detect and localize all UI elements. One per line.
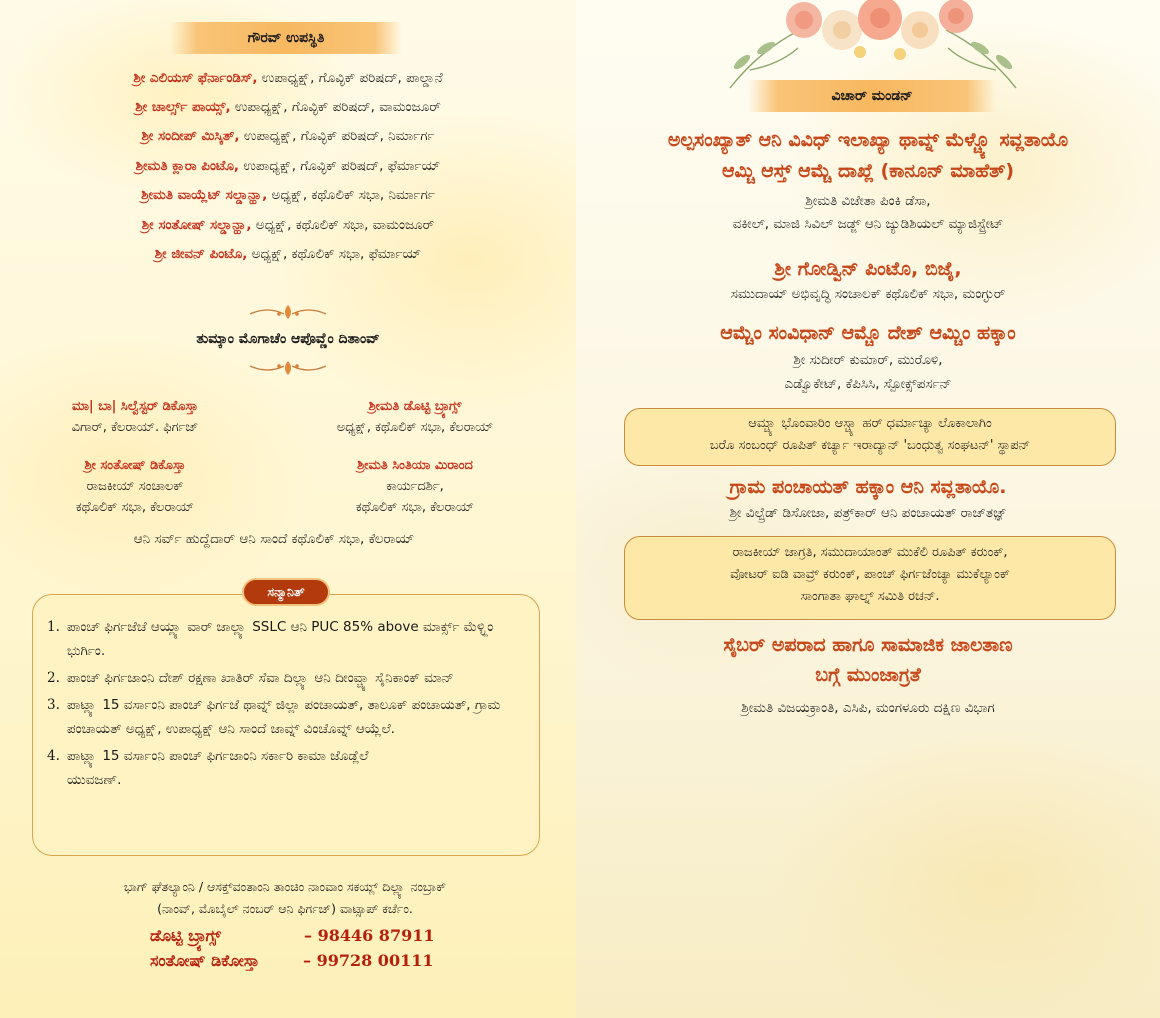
speaker-line: ಎಡ್ವೊಕೇಟ್, ಕೆಪಿಸಿಸಿ, ಸ್ಪೋಕ್ಸ್‌ಪರ್ಸನ್ — [784, 376, 952, 392]
guest-line: ಶ್ರೀ ಸಂದೀಪ್ ಮಿಸ್ಕಿತ್, ಉಪಾಧ್ಯಕ್ಷ್, ಗೊವ್ಳಿಕ್ ಪರಿಷದ್, ನಿರ್ಮಾರ್ಗ — [141, 128, 435, 144]
vichar-banner: ವಿಚಾರ್ ಮಂಡನ್ — [748, 80, 996, 112]
note-line: (ನಾಂವ್, ಮೊಬೈಲ್ ನಂಬರ್ ಆನಿ ಫಿರ್ಗಜ್) ವಾಟ್ಸಾಪ್ ಕರ್ಚೆಂ. — [157, 901, 413, 916]
highlight-box: ಆಮ್ಚ್ಯಾ ಭೊಂವಾರಿಂ ಆಸ್ಚ್ಯಾ ಹರ್ ಧರ್ಮಾಚ್ಯಾ ಲೊಕಾಲಾಗಿಂ ಬರೊ ಸಂಬಂಧ್ ರೂಪಿತ್ ಕರ್ಚ್ಯಾ ಇರಾದ್ಯಾನ್ 'ಬಂಧುತ್ವ ಸಂಘಟನ್' ಸ್ಥಾಪನ್ — [624, 408, 1116, 466]
guest-line: ಶ್ರೀ ಎಲಿಯಸ್ ಫೆರ್ನಾಂಡಿಸ್, ಉಪಾಧ್ಯಕ್ಷ್, ಗೊವ್ಳಿಕ್ ಪರಿಷದ್, ಪಾಲ್ಡಾನೆ — [133, 70, 443, 86]
topic-title: ಆಮ್ಚಿ ಆಸ್ತ್ ಆಮ್ಚೆ ದಾಖ್ಲೆ (ಕಾನೂನ್ ಮಾಹೆತ್) — [721, 160, 1015, 182]
host-card: ಶ್ರೀ ಸಂತೋಷ್ ಡಿಕೊಸ್ತಾ ರಾಜಕೀಯ್ ಸಂಚಾಲಕ್ ಕಥೊಲಿಕ್ ಸಭಾ, ಕೆಲರಾಯ್ — [75, 458, 195, 515]
speaker-line: ವಕೀಲ್, ಮಾಜಿ ಸಿವಿಲ್ ಜಡ್ಜ್ ಆನಿ ಜ್ಯುಡಿಶಿಯಲ್ ಮ್ಯಾಜಿಸ್ಟ್ರೇಟ್ — [732, 216, 1004, 232]
topic-title: ಗ್ರಾಮ ಪಂಚಾಯತ್ ಹಕ್ಕಾಂ ಆನಿ ಸವ್ಲತಾಯೊ. — [729, 476, 1007, 498]
guest-line: ಶ್ರೀ ಜೀವನ್ ಪಿಂಟೊ, ಅಧ್ಯಕ್ಷ್, ಕಥೊಲಿಕ್ ಸಭಾ, ಫೆರ್ಮಾಯ್ — [154, 246, 422, 262]
contact-number[interactable]: – 98446 87911 — [304, 926, 435, 945]
contact-number[interactable]: – 99728 00111 — [303, 951, 434, 970]
guests-banner: ಗೌರವ್ ಉಪಸ್ಥಿತಿ — [170, 22, 402, 54]
topic-title: ಆಮ್ಚೆಂ ಸಂವಿಧಾನ್ ಆಮ್ಚೊ ದೇಶ್ ಆಮ್ಚಿಂ ಹಕ್ಕಾಂ — [720, 322, 1016, 344]
highlight-box: ರಾಜಕೀಯ್ ಜಾಗ್ರತಿ, ಸಮುದಾಯಾಂತ್ ಮುಕೆಲಿ ರೂಪಿತ್ ಕರುಂಕ್, ವೋಟರ್ ಐಡಿ ವಾವ್ರ್ ಕರುಂಕ್, ಪಾಂಚ್ ಫಿರ್ಗಜೆಂಚ್ಯಾ ಮುಕೆಲ್ಯಾಂಕ್ ಸಾಂಗಾತಾ ಘಾಲ್ನ್ ಸಮಿತಿ ರಚನ್. — [624, 536, 1116, 620]
flower-bouquet-icon — [720, 0, 1026, 92]
guest-line: ಶ್ರೀ ಚಾರ್ಲ್ಸ್ ಪಾಯ್ಸ್, ಉಪಾಧ್ಯಕ್ಷ್, ಗೊವ್ಳಿಕ್ ಪರಿಷದ್, ವಾಮಂಜೂರ್ — [135, 99, 441, 115]
contact-name: ಸಂತೋಷ್ ಡಿಕೋಸ್ತಾ — [150, 951, 260, 970]
invite-heading: ತುಮ್ಕಾಂ ಮೊಗಾಚೆಂ ಆಪೊವ್ಣೆಂ ದಿತಾಂವ್ — [196, 331, 380, 347]
speaker-line: ಸಮುದಾಯ್ ಅಭಿವೃದ್ಧಿ ಸಂಚಾಲಕ್ ಕಥೊಲಿಕ್ ಸಭಾ, ಮಂಗ್ಳುರ್ — [730, 286, 1006, 302]
award-item: 4. ಪಾಟ್ಲ್ಯಾ 15 ವರ್ಸಾಂನಿ ಪಾಂಚ್ ಫಿರ್ಗಜಾಂನಿ ಸರ್ಕಾರಿ ಕಾಮಾ ಜೊಡ್ಲೆಲೆ ಯುವಜಣ್. — [47, 748, 369, 788]
award-item: 2. ಪಾಂಚ್ ಫಿರ್ಗಜಾಂನಿ ದೇಶ್ ರಕ್ಷಣಾ ಖಾತಿರ್ ಸೆವಾ ದಿಲ್ಲ್ಯಾ ಆನಿ ದೀಂವ್ಚ್ಯಾ ಸೈನಿಕಾಂಕ್ ಮಾನ್ — [47, 670, 454, 686]
speaker-name: ಶ್ರೀ ಗೋಡ್ವಿನ್ ಪಿಂಟೊ, ಬಿಜೈ, — [774, 258, 962, 280]
award-item: 1. ಪಾಂಚ್ ಫಿರ್ಗಜೆಚೆ ಆಯ್ಲ್ಯಾ ವಾರ್ ಜಾಲ್ಲ್ಯಾ SSLC ಆನಿ PUC 85% above ಮಾರ್ಕ್ಸ್ ಮೆಳ್ಳ್ಲಿಂ ಭುರ್ಗಿಂ. — [47, 619, 494, 659]
note-line: ಭಾಗ್ ಘೆತಲ್ಯಾಂನಿ / ಆಸಕ್ತ್‌ವಂತಾಂನಿ ತಾಂಚಿಂ ನಾಂವಾಂ ಸಕಯ್ಲ್ ದಿಲ್ಲ್ಯಾ ನಂಬ್ರಾಕ್ — [123, 879, 447, 894]
left-panel — [0, 0, 576, 1018]
guest-line: ಶ್ರೀ ಸಂತೋಷ್ ಸಲ್ಡಾನ್ಹಾ, ಅಧ್ಯಕ್ಷ್, ಕಥೊಲಿಕ್ ಸಭಾ, ವಾಮಂಜೂರ್ — [141, 217, 435, 233]
right-panel — [576, 0, 1160, 1018]
awards-box — [32, 594, 540, 856]
speaker-line: ಶ್ರೀಮತಿ ವಿಜೇತಾ ಪಿಂಕಿ ಡೆಸಾ, — [805, 193, 931, 209]
hosts-footer: ಆನಿ ಸರ್ವ್ ಹುದ್ದೆದಾರ್ ಆನಿ ಸಾಂದೆ ಕಥೊಲಿಕ್ ಸಭಾ, ಕೆಲರಾಯ್ — [133, 531, 415, 547]
host-card: ಶ್ರೀಮತಿ ಸಿಂತಿಯಾ ಮಿರಾಂದ ಕಾರ್ಯದರ್ಶಿ, ಕಥೊಲಿಕ್ ಸಭಾ, ಕೆಲರಾಯ್ — [355, 458, 475, 515]
topic-title: ಬಗ್ಗೆ ಮುಂಜಾಗ್ರತೆ — [815, 664, 921, 686]
guest-line: ಶ್ರೀಮತಿ ಕ್ಲಾರಾ ಪಿಂಟೊ, ಉಪಾಧ್ಯಕ್ಷ್, ಗೊವ್ಳಿಕ್ ಪರಿಷದ್, ಫೆರ್ಮಾಯ್ — [135, 158, 441, 174]
speaker-line: ಶ್ರೀ ಸುದೀರ್ ಕುಮಾರ್, ಮುರೊಳಿ, — [793, 352, 943, 368]
ornament-divider-icon — [0, 358, 576, 378]
speaker-line: ಶ್ರೀ ವಿಲ್ಪ್ರೆಡ್ ಡಿಸೋಜಾ, ಪತ್ರ್‌ಕಾರ್ ಆನಿ ಪಂಚಾಯತ್ ರಾಜ್‌ತಜ್ಞ್ — [729, 505, 1007, 521]
guest-line: ಶ್ರೀಮತಿ ವಾಯ್ಲೆಟ್ ಸಲ್ಡಾನ್ಹಾ, ಅಧ್ಯಕ್ಷ್, ಕಥೊಲಿಕ್ ಸಭಾ, ನಿರ್ಮಾರ್ಗ — [141, 187, 435, 203]
awards-pill: ಸನ್ಮಾನಿತ್ — [244, 580, 328, 604]
contact-name: ಡೊಟ್ಟಿ ಬ್ರ್ಯಾಗ್ಸ್ — [150, 926, 221, 945]
host-card: ಮಾ| ಬಾ| ಸಿಲ್ವೆಸ್ಟರ್ ಡಿಕೊಸ್ತಾ ವಿಗಾರ್, ಕೆಲರಾಯ್. ಫಿರ್ಗಜ್ — [71, 399, 199, 435]
award-item: 3. ಪಾಟ್ಲ್ಯಾ 15 ವರ್ಸಾಂನಿ ಪಾಂಚ್ ಫಿರ್ಗಜೆ ಥಾವ್ನ್ ಜಿಲ್ಲಾ ಪಂಚಾಯತ್, ತಾಲೂಕ್ ಪಂಚಾಯತ್, ಗ್ರಾಮ ಪಂಚಾಯತ್ ಅಧ್ಯಕ್ಷ್, ಉಪಾಧ್ಯಕ್ಷ್ ಆನಿ ಸಾಂದೆ ಜಾವ್ನ್ ವಿಂಚೊವ್ನ್ ಆಯ್ಲೆಲೆ. — [47, 697, 501, 737]
topic-title: ಅಲ್ಪಸಂಖ್ಯಾತ್ ಆನಿ ವಿವಿಧ್ ಇಲಾಖ್ಯಾ ಥಾವ್ನ್ ಮೆಳ್ಚ್ಯೊ ಸವ್ಲತಾಯೊ — [667, 129, 1069, 151]
topic-title: ಸೈಬರ್ ಅಪರಾದ ಹಾಗೂ ಸಾಮಾಜಿಕ ಜಾಲತಾಣ — [723, 634, 1013, 656]
ornament-divider-icon — [0, 302, 576, 322]
host-card: ಶ್ರೀಮತಿ ಡೊಟ್ಟಿ ಬ್ರ್ಯಾಗ್ಸ್ ಅಧ್ಯಕ್ಷ್, ಕಥೊಲಿಕ್ ಸಭಾ, ಕೆಲರಾಯ್ — [336, 399, 494, 435]
speaker-line: ಶ್ರೀಮತಿ ವಿಜಯಕ್ರಾಂತಿ, ಎಸಿಪಿ, ಮಂಗಳೂರು ದಕ್ಷಿಣ ವಿಭಾಗ — [741, 700, 995, 716]
